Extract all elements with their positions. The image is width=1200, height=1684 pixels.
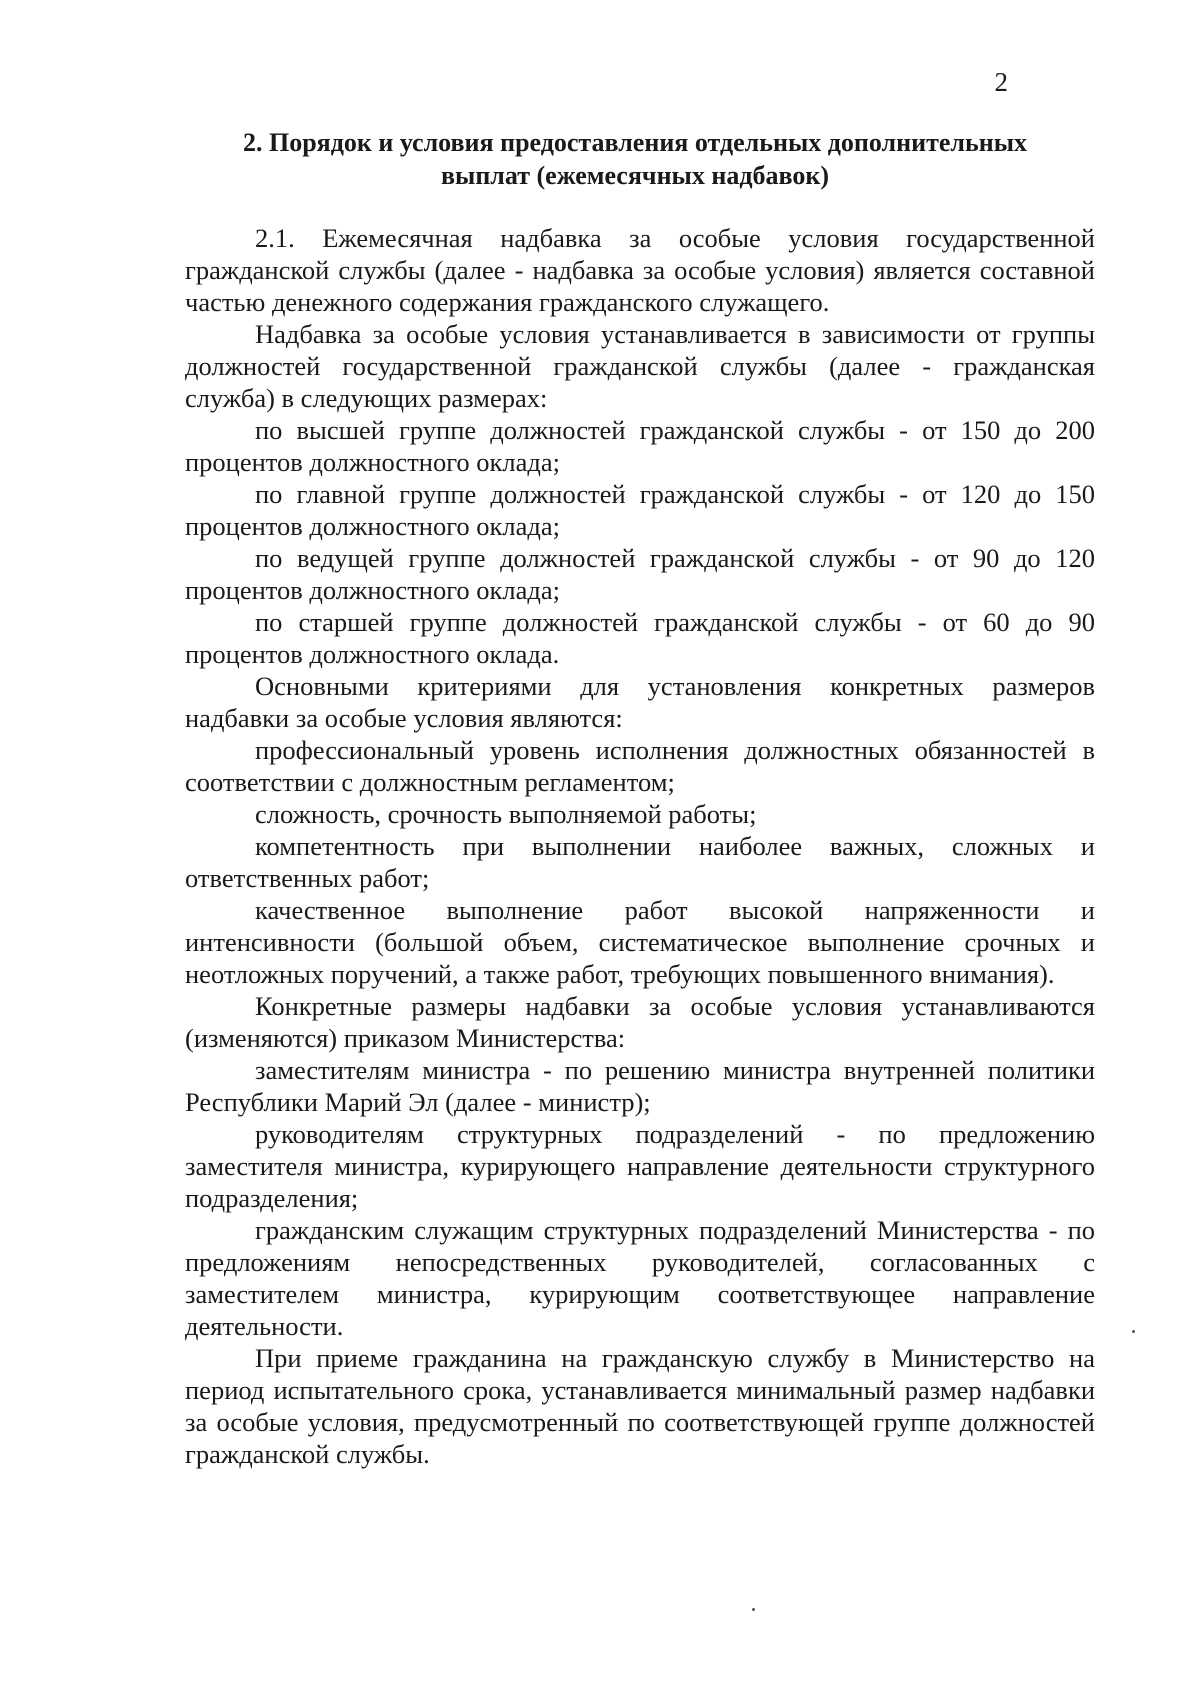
page-number: 2 bbox=[994, 67, 1008, 97]
paragraph: компетентность при выполнении наиболее важных, сложных и ответственных работ; bbox=[185, 831, 1095, 893]
paragraph: по главной группе должностей гражданской службы - от 120 до 150 процентов должностного оклада; bbox=[185, 479, 1095, 541]
paragraph: При приеме гражданина на гражданскую службу в Министерство на период испытательного срока, устанавливается минимальный размер надбавки за особые условия, предусмотренный по соответствующей группе должностей гражданской службы. bbox=[185, 1343, 1095, 1469]
scan-speck bbox=[1132, 1330, 1135, 1333]
paragraph: профессиональный уровень исполнения должностных обязанностей в соответствии с должностным регламентом; bbox=[185, 735, 1095, 797]
section-heading bbox=[180, 126, 1090, 192]
section-heading-line-1: 2. Порядок и условия предоставления отдельных дополнительных bbox=[242, 128, 1028, 157]
paragraph: Надбавка за особые условия устанавливается в зависимости от группы должностей государственной гражданской службы (далее - гражданская служба) в следующих размерах: bbox=[185, 319, 1095, 413]
paragraph: сложность, срочность выполняемой работы; bbox=[255, 799, 757, 829]
paragraph: по старшей группе должностей гражданской службы - от 60 до 90 процентов должностного оклада. bbox=[185, 607, 1095, 669]
paragraph: гражданским служащим структурных подразделений Министерства - по предложениям непосредственных руководителей, согласованных с заместителем министра, курирующим соответствующее направление деятельности. bbox=[185, 1215, 1095, 1341]
section-heading-line-2: выплат (ежемесячных надбавок) bbox=[440, 161, 829, 190]
paragraph: по высшей группе должностей гражданской службы - от 150 до 200 процентов должностного оклада; bbox=[185, 415, 1095, 477]
scan-speck bbox=[752, 1608, 755, 1611]
paragraph: 2.1. Ежемесячная надбавка за особые условия государственной гражданской службы (далее - надбавка за особые условия) является составной частью денежного содержания гражданского служащего. bbox=[185, 223, 1095, 317]
paragraph: Конкретные размеры надбавки за особые условия устанавливаются (изменяются) приказом Министерства: bbox=[185, 991, 1095, 1053]
paragraph: Основными критериями для установления конкретных размеров надбавки за особые условия являются: bbox=[185, 671, 1095, 733]
paragraph: качественное выполнение работ высокой напряженности и интенсивности (большой объем, систематическое выполнение срочных и неотложных поручений, а также работ, требующих повышенного внимания). bbox=[185, 895, 1095, 989]
paragraph: по ведущей группе должностей гражданской службы - от 90 до 120 процентов должностного оклада; bbox=[185, 543, 1095, 605]
paragraph: руководителям структурных подразделений - по предложению заместителя министра, курирующего направление деятельности структурного подразделения; bbox=[185, 1119, 1095, 1213]
paragraph: заместителям министра - по решению министра внутренней политики Республики Марий Эл (далее - министр); bbox=[185, 1055, 1095, 1117]
document-body bbox=[185, 222, 1095, 1470]
